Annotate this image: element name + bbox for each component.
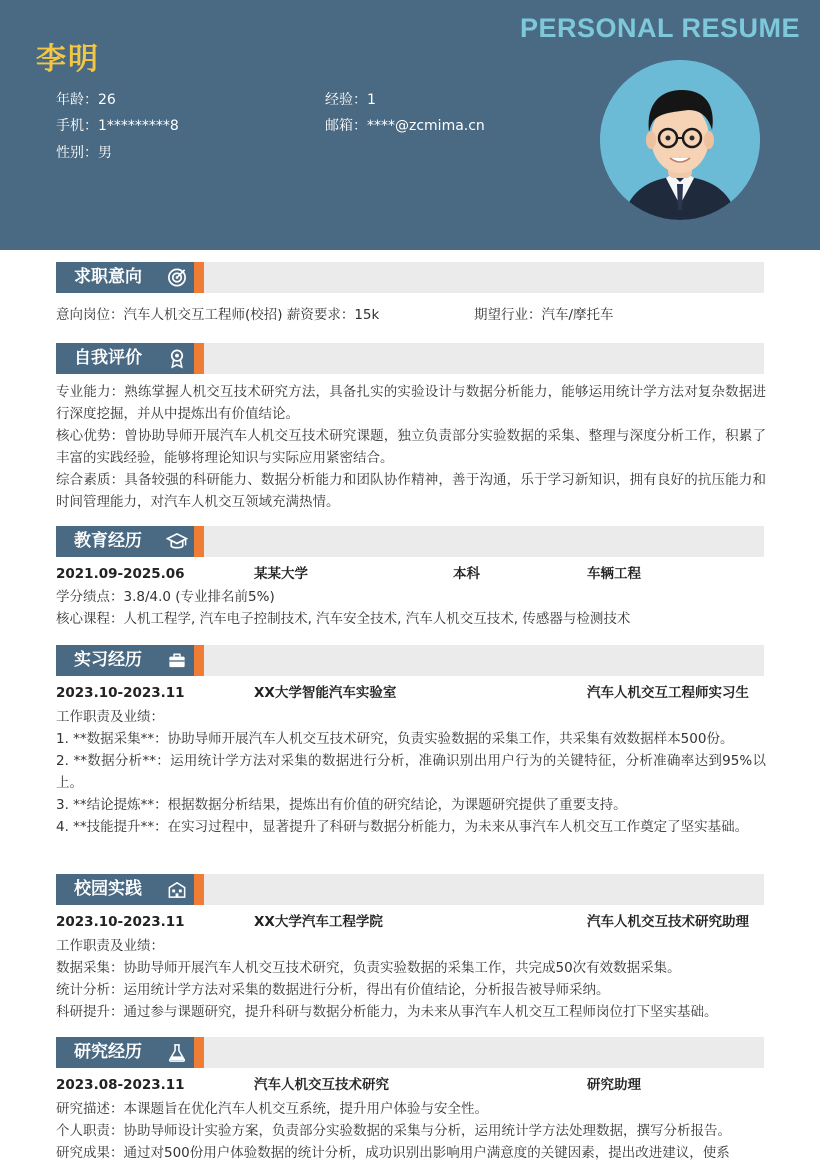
banner-title: PERSONAL RESUME bbox=[519, 13, 800, 43]
campus-date: 2023.10-2023.11 bbox=[56, 914, 185, 930]
phone: 手机：1*********8 bbox=[56, 118, 179, 134]
self-eval-quality: 综合素质：具备较强的科研能力、数据分析能力和团队协作精神，善于沟通，乐于学习新知识，拥有良好的抗压能力和时间管理能力，对汽车人机交互领域充满热情。 bbox=[56, 472, 766, 510]
campus-role: 汽车人机交互技术研究助理 bbox=[587, 914, 749, 930]
section-education bbox=[56, 526, 764, 557]
email: 邮箱：****@zcmima.cn bbox=[325, 118, 485, 134]
internship-lead: 工作职责及业绩： bbox=[56, 709, 164, 725]
section-campus bbox=[56, 874, 764, 905]
gender: 性别：男 bbox=[56, 145, 112, 161]
research-project: 汽车人机交互技术研究 bbox=[254, 1077, 389, 1093]
candidate-name: 李明 bbox=[36, 42, 100, 77]
education-gpa: 学分绩点：3.8/4.0 (专业排名前5%) bbox=[56, 589, 275, 605]
section-title-campus: 校园实践 bbox=[56, 874, 194, 905]
internship-item: 3. **结论提炼**：根据数据分析结果，提炼出有价值的研究结论，为课题研究提供了重要支持。 bbox=[56, 797, 627, 813]
section-intent bbox=[56, 262, 764, 293]
section-internship bbox=[56, 645, 764, 676]
education-major: 车辆工程 bbox=[587, 566, 641, 582]
section-title-internship: 实习经历 bbox=[56, 645, 194, 676]
section-accent bbox=[194, 1037, 204, 1068]
campus-item: 统计分析：运用统计学方法对采集的数据进行分析，得出有价值结论，分析报告被导师采纳。 bbox=[56, 982, 610, 998]
section-title-intent: 求职意向 bbox=[56, 262, 194, 293]
campus-item: 科研提升：通过参与课题研究，提升科研与数据分析能力，为未来从事汽车人机交互工程师岗位打下坚实基础。 bbox=[56, 1004, 718, 1020]
intent-position-salary: 意向岗位：汽车人机交互工程师(校招) 薪资要求：15k bbox=[56, 307, 380, 323]
internship-date: 2023.10-2023.11 bbox=[56, 685, 185, 701]
section-accent bbox=[194, 343, 204, 374]
section-title-education: 教育经历 bbox=[56, 526, 194, 557]
intent-industry: 期望行业：汽车/摩托车 bbox=[474, 307, 614, 323]
experience: 经验：1 bbox=[325, 92, 376, 108]
section-self-eval bbox=[56, 343, 764, 374]
education-date: 2021.09-2025.06 bbox=[56, 566, 185, 582]
section-accent bbox=[194, 262, 204, 293]
campus-item: 数据采集：协助导师开展汽车人机交互技术研究，负责实验数据的采集工作，共完成50次有效数据采集。 bbox=[56, 960, 681, 976]
age: 年龄：26 bbox=[56, 92, 116, 108]
campus-lead: 工作职责及业绩： bbox=[56, 938, 164, 954]
self-eval-professional: 专业能力：熟练掌握人机交互技术研究方法，具备扎实的实验设计与数据分析能力，能够运用统计学方法对复杂数据进行深度挖掘，并从中提炼出有价值结论。 bbox=[56, 384, 766, 422]
internship-item: 2. **数据分析**：运用统计学方法对采集的数据进行分析，准确识别出用户行为的关键特征，分析准确率达到95%以上。 bbox=[56, 753, 766, 791]
education-courses: 核心课程：人机工程学, 汽车电子控制技术, 汽车安全技术, 汽车人机交互技术, 传感器与检测技术 bbox=[56, 611, 631, 627]
internship-item: 1. **数据采集**：协助导师开展汽车人机交互技术研究，负责实验数据的采集工作，共采集有效数据样本500份。 bbox=[56, 731, 734, 747]
header bbox=[0, 0, 820, 250]
internship-role: 汽车人机交互工程师实习生 bbox=[587, 685, 749, 701]
graduation-cap-icon bbox=[166, 531, 188, 552]
research-duty: 个人职责：协助导师设计实验方案，负责部分实验数据的采集与分析，运用统计学方法处理数据，撰写分析报告。 bbox=[56, 1123, 731, 1139]
section-research bbox=[56, 1037, 764, 1068]
target-icon bbox=[166, 267, 188, 288]
research-result: 研究成果：通过对500份用户体验数据的统计分析，成功识别出影响用户满意度的关键因素，提出改进建议，使系 bbox=[56, 1145, 730, 1160]
education-degree: 本科 bbox=[453, 566, 480, 582]
section-accent bbox=[194, 645, 204, 676]
internship-org: XX大学智能汽车实验室 bbox=[254, 685, 397, 701]
campus-org: XX大学汽车工程学院 bbox=[254, 914, 383, 930]
section-title-self-eval: 自我评价 bbox=[56, 343, 194, 374]
avatar bbox=[600, 60, 760, 220]
research-date: 2023.08-2023.11 bbox=[56, 1077, 185, 1093]
briefcase-icon bbox=[166, 650, 188, 671]
flask-icon bbox=[166, 1042, 188, 1063]
section-accent bbox=[194, 526, 204, 557]
self-eval-advantage: 核心优势：曾协助导师开展汽车人机交互技术研究课题，独立负责部分实验数据的采集、整理与深度分析工作，积累了丰富的实践经验，能够将理论知识与实际应用紧密结合。 bbox=[56, 428, 766, 466]
section-title-research: 研究经历 bbox=[56, 1037, 194, 1068]
research-role: 研究助理 bbox=[587, 1077, 641, 1093]
award-icon bbox=[166, 348, 188, 369]
education-school: 某某大学 bbox=[254, 566, 308, 582]
internship-item: 4. **技能提升**：在实习过程中，显著提升了科研与数据分析能力，为未来从事汽车人机交互工作奠定了坚实基础。 bbox=[56, 819, 749, 835]
research-desc: 研究描述：本课题旨在优化汽车人机交互系统，提升用户体验与安全性。 bbox=[56, 1101, 488, 1117]
section-accent bbox=[194, 874, 204, 905]
building-icon bbox=[166, 879, 188, 900]
